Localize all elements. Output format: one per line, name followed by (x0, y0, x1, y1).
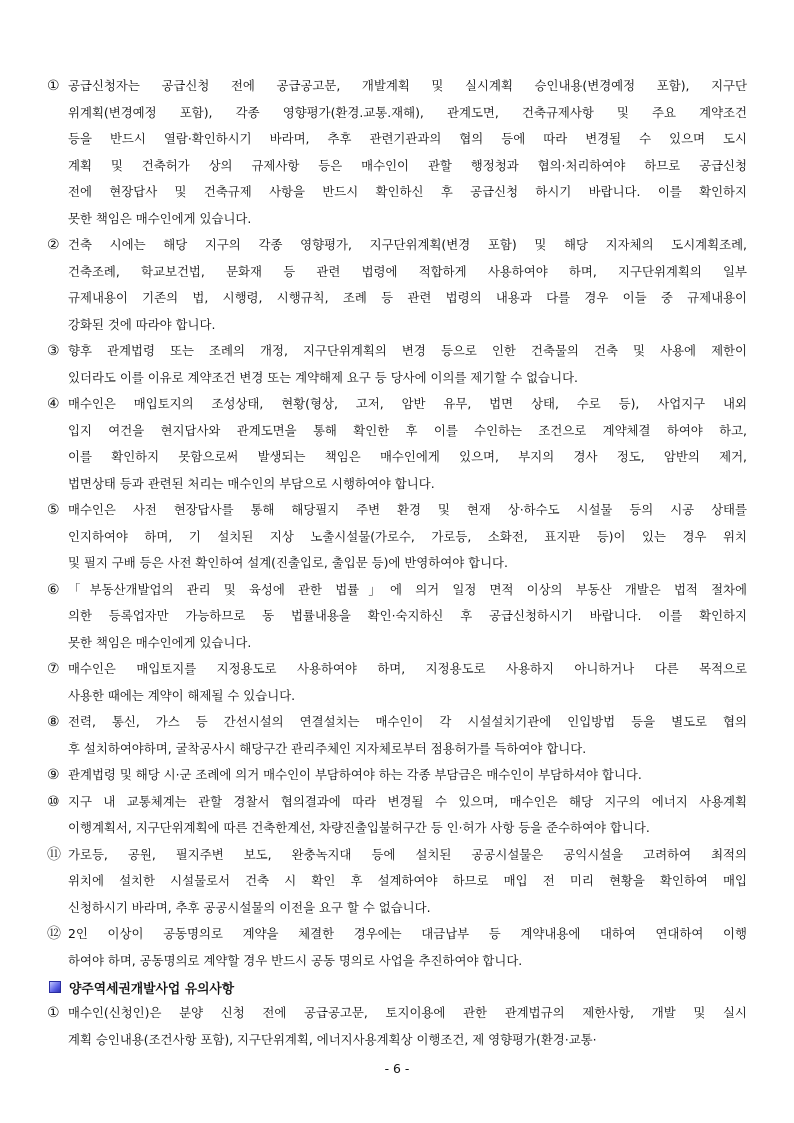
item-text (65, 497, 747, 577)
item-text (65, 232, 747, 338)
text-line: 관계법령 및 해당 시·군 조례에 의거 매수인이 부담하여야 하는 각종 부담금은 매수인이 부담하셔야 합니다. (68, 767, 642, 782)
item-number: ⑧ (47, 714, 60, 730)
text-line: 못한 책임은 매수인에게 있습니다. (68, 634, 252, 650)
item-number: ⑩ (47, 793, 60, 810)
text-line: 지구 내 교통체계는 관할 경찰서 협의결과에 따라 변경될 수 있으며, 매수인은 해당 지구의 에너지 사용계획 (68, 793, 747, 809)
item-text (65, 762, 747, 789)
text-line: 위계획(변경예정 포함), 각종 영향평가(환경.교통.재해), 관계도면, 건축규제사항 및 주요 계약조건 (68, 104, 747, 120)
item-number: ⑦ (47, 661, 60, 677)
item-number: ⑨ (47, 767, 60, 783)
item-text (65, 338, 747, 391)
text-line: 「부동산개발업의 관리 및 육성에 관한 법률」에 의거 일정 면적 이상의 부동산 개발은 법적 절차에 (68, 581, 747, 597)
text-line: 이를 확인하지 못함으로써 발생되는 책임은 매수인에게 있으며, 부지의 경사 정도, 암반의 제거, (68, 449, 747, 464)
item-text (65, 789, 747, 842)
text-line: 및 필지 구배 등은 사전 확인하여 설계(진출입로, 출입문 등)에 반영하여야 합니다. (68, 555, 508, 570)
list-item (47, 497, 747, 577)
section-notice-list (47, 1000, 747, 1053)
document-body (47, 73, 747, 1053)
item-number: ① (47, 78, 60, 94)
text-line: 강화된 것에 따라야 합니다. (68, 316, 216, 332)
item-number: ⑤ (47, 502, 60, 518)
text-line: 사용한 때에는 계약이 해제될 수 있습니다. (68, 687, 296, 703)
text-line: 매수인은 매입토지의 조성상태, 현황(형상, 고저, 암반 유무, 법면 상태, 수로 등), 사업지구 내외 (68, 396, 747, 411)
text-line: 신청하시기 바라며, 추후 공공시설물의 이전을 요구 할 수 없습니다. (68, 899, 431, 915)
text-line: 매수인은 매입토지를 지정용도로 사용하여야 하며, 지정용도로 사용하지 아니하거나 다른 목적으로 (68, 661, 747, 676)
item-number: ⑪ (47, 846, 61, 863)
text-line: 향후 관계법령 또는 조례의 개정, 지구단위계획의 변경 등으로 인한 건축물의 건축 및 사용에 제한이 (68, 343, 747, 358)
text-line: 하여야 하며, 공동명의로 계약할 경우 반드시 공동 명의로 사업을 추진하여야 합니다. (68, 952, 523, 968)
square-bullet-icon (49, 981, 61, 993)
section-header (47, 974, 747, 1000)
text-line: 건축 시에는 해당 지구의 각종 영향평가, 지구단위계획(변경 포함) 및 해당 지자체의 도시계획조례, (68, 237, 747, 252)
section-title: 양주역세권개발사업 유의사항 (69, 981, 235, 997)
item-text (65, 921, 747, 974)
text-line: 전력, 통신, 가스 등 간선시설의 연결설치는 매수인이 각 시설설치기관에 인입방법 등을 별도로 협의 (68, 714, 747, 729)
page-number: - 6 - (384, 1061, 410, 1076)
item-number: ④ (47, 396, 60, 412)
text-line: 이행계획서, 지구단위계획에 따른 건축한계선, 차량진출입불허구간 등 인·허가 사항 등을 준수하여야 합니다. (68, 820, 650, 835)
list-item (47, 232, 747, 338)
item-number: ⑫ (47, 926, 61, 942)
item-text (65, 73, 747, 232)
text-line: 매수인은 사전 현장답사를 통해 해당필지 주변 환경 및 현재 상·하수도 시설물 등의 시공 상태를 (68, 502, 747, 517)
text-line: 의한 등록업자만 가능하므로 동 법률내용을 확인·숙지하신 후 공급신청하시기 바랍니다. 이를 확인하지 (68, 608, 747, 623)
list-item (47, 577, 747, 657)
list-item (47, 709, 747, 762)
notice-list (47, 73, 747, 974)
text-line: 건축조례, 학교보건법, 문화재 등 관련 법령에 적합하게 사용하여야 하며, 지구단위계획의 일부 (68, 263, 747, 279)
item-number: ⑥ (47, 581, 60, 598)
item-text (65, 391, 747, 497)
item-text (65, 1000, 747, 1053)
text-line: 위치에 설치한 시설물로서 건축 시 확인 후 설계하여야 하므로 매입 전 미리 현황을 확인하여 매입 (68, 873, 747, 888)
text-line: 있더라도 이를 이유로 계약조건 변경 또는 계약해제 요구 등 당사에 이의를 제기할 수 없습니다. (68, 369, 578, 385)
text-line: 후 설치하여야하며, 굴착공사시 해당구간 관리주체인 지자체로부터 점용허가를 득하여야 합니다. (68, 740, 587, 756)
text-line: 계획 승인내용(조건사항 포함), 지구단위계획, 에너지사용계획상 이행조건, 제 영향평가(환경·교통· (68, 1031, 597, 1047)
text-line: 입지 여건을 현지답사와 관계도면을 통해 확인한 후 이를 수인하는 조건으로 계약체결 하여야 하고, (68, 422, 747, 438)
list-item (47, 338, 747, 391)
text-line: 가로등, 공원, 필지주변 보도, 완충녹지대 등에 설치된 공공시설물은 공익시설을 고려하여 최적의 (68, 846, 747, 862)
list-item (47, 789, 747, 842)
item-text (65, 577, 747, 657)
text-line: 2인 이상이 공동명의로 계약을 체결한 경우에는 대금납부 등 계약내용에 대하여 연대하여 이행 (68, 926, 747, 941)
text-line: 계획 및 건축허가 상의 규제사항 등은 매수인이 관할 행정청과 협의·처리하여야 하므로 공급신청 (68, 157, 747, 173)
list-item (47, 842, 747, 922)
list-item (47, 762, 747, 789)
text-line: 매수인(신청인)은 분양 신청 전에 공급공고문, 토지이용에 관한 관계법규의 제한사항, 개발 및 실시 (68, 1005, 747, 1020)
text-line: 공급신청자는 공급신청 전에 공급공고문, 개발계획 및 실시계획 승인내용(변경예정 포함), 지구단 (68, 78, 747, 93)
list-item (47, 391, 747, 497)
item-text (65, 842, 747, 922)
text-line: 인지하여야 하며, 기 설치된 지상 노출시설물(가로수, 가로등, 소화전, 표지판 등)이 있는 경우 위치 (68, 528, 747, 544)
list-item (47, 921, 747, 974)
item-number: ① (47, 1005, 60, 1021)
text-line: 법면상태 등과 관련된 처리는 매수인의 부담으로 시행하여야 합니다. (68, 475, 435, 491)
list-item (47, 73, 747, 232)
text-line: 못한 책임은 매수인에게 있습니다. (68, 210, 252, 226)
text-line: 전에 현장답사 및 건축규제 사항을 반드시 확인하신 후 공급신청 하시기 바랍니다. 이를 확인하지 (68, 184, 747, 199)
item-text (65, 656, 747, 709)
item-text (65, 709, 747, 762)
item-number: ② (47, 237, 60, 253)
list-item (47, 1000, 747, 1053)
list-item (47, 656, 747, 709)
text-line: 규제내용이 기존의 법, 시행령, 시행규칙, 조례 등 관련 법령의 내용과 다를 경우 이들 중 규제내용이 (68, 290, 747, 305)
item-number: ③ (47, 343, 60, 359)
text-line: 등을 반드시 열람·확인하시기 바라며, 추후 관련기관과의 협의 등에 따라 변경될 수 있으며 도시 (68, 131, 747, 146)
